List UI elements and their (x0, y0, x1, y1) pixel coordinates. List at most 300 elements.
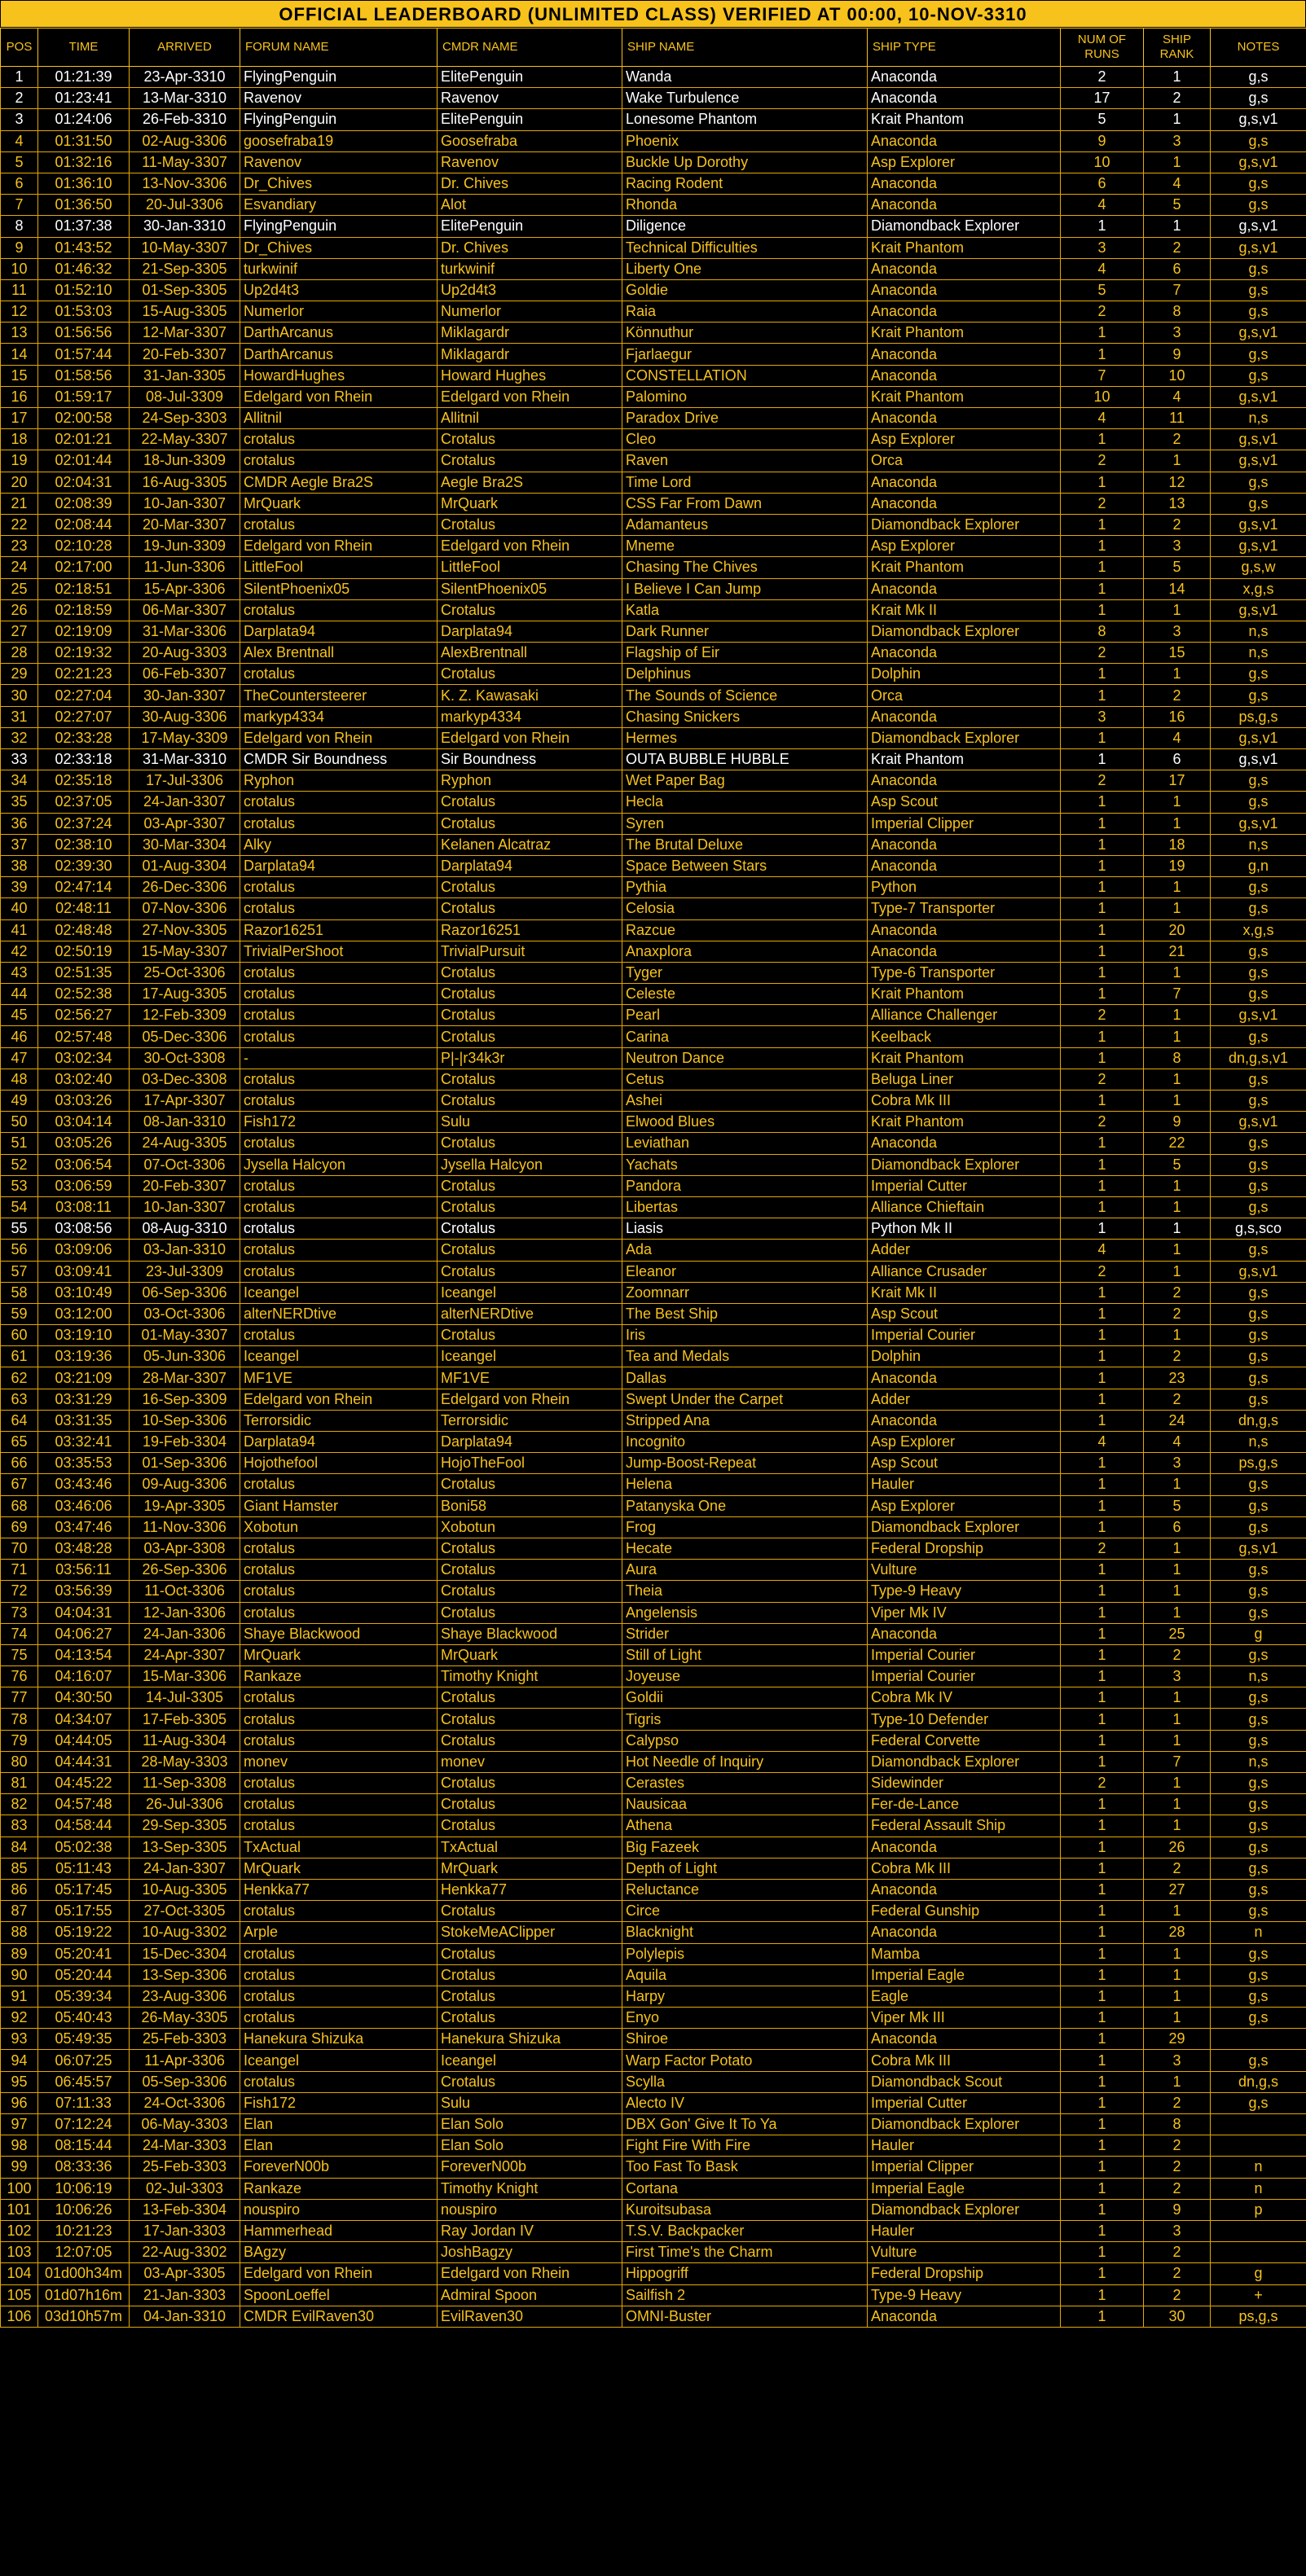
cell-cmdr-name: Crotalus (438, 514, 622, 535)
cell-ship-rank: 2 (1144, 2263, 1211, 2284)
cell-ship-type: Asp Explorer (868, 1495, 1061, 1516)
cell-cmdr-name: Allitnil (438, 408, 622, 429)
cell-num-runs: 4 (1061, 408, 1144, 429)
cell-time: 03:35:53 (38, 1453, 130, 1474)
table-row (1, 1964, 1306, 1986)
cell-notes: x,g,s (1211, 578, 1306, 599)
cell-pos: 36 (1, 813, 38, 834)
cell-notes: g,s,v1 (1211, 323, 1306, 344)
cell-ship-rank: 5 (1144, 195, 1211, 216)
cell-pos: 8 (1, 216, 38, 237)
cell-ship-rank: 3 (1144, 1453, 1211, 1474)
table-row (1, 1325, 1306, 1346)
cell-time: 03d10h57m (38, 2306, 130, 2327)
cell-ship-type: Anaconda (868, 919, 1061, 941)
cell-ship-name: Nausicaa (622, 1794, 868, 1815)
cell-num-runs: 1 (1061, 1687, 1144, 1709)
cell-ship-name: Elwood Blues (622, 1112, 868, 1133)
cell-notes: g,s (1211, 1346, 1306, 1367)
cell-cmdr-name: Iceangel (438, 1282, 622, 1303)
cell-pos: 38 (1, 855, 38, 876)
cell-cmdr-name: Aegle Bra2S (438, 472, 622, 493)
cell-ship-rank: 1 (1144, 1026, 1211, 1047)
cell-cmdr-name: Edelgard von Rhein (438, 386, 622, 407)
cell-arrived: 30-Jan-3310 (130, 216, 240, 237)
cell-time: 02:10:28 (38, 536, 130, 557)
cell-forum-name: Dr_Chives (240, 173, 438, 194)
cell-cmdr-name: Razor16251 (438, 919, 622, 941)
cell-ship-type: Anaconda (868, 408, 1061, 429)
cell-num-runs: 1 (1061, 323, 1144, 344)
cell-ship-name: Katla (622, 599, 868, 621)
cell-arrived: 17-Jan-3303 (130, 2220, 240, 2241)
cell-ship-rank: 8 (1144, 1047, 1211, 1069)
table-row (1, 1047, 1306, 1069)
cell-forum-name: MrQuark (240, 1644, 438, 1665)
table-row (1, 1005, 1306, 1026)
cell-arrived: 20-Feb-3307 (130, 1175, 240, 1196)
table-row (1, 1879, 1306, 1900)
cell-ship-rank: 1 (1144, 1773, 1211, 1794)
cell-notes (1211, 2114, 1306, 2135)
cell-pos: 63 (1, 1389, 38, 1410)
cell-ship-rank: 3 (1144, 1666, 1211, 1687)
table-row (1, 1154, 1306, 1175)
cell-pos: 101 (1, 2199, 38, 2220)
cell-ship-rank: 1 (1144, 792, 1211, 813)
table-row (1, 279, 1306, 301)
cell-forum-name: crotalus (240, 1133, 438, 1154)
cell-pos: 30 (1, 685, 38, 706)
cell-notes: g,s (1211, 279, 1306, 301)
cell-cmdr-name: Crotalus (438, 1538, 622, 1559)
cell-notes: g,s (1211, 962, 1306, 983)
cell-ship-type: Anaconda (868, 472, 1061, 493)
cell-arrived: 10-Jan-3307 (130, 493, 240, 514)
cell-arrived: 10-May-3307 (130, 237, 240, 258)
cell-ship-name: Yachats (622, 1154, 868, 1175)
cell-time: 02:57:48 (38, 1026, 130, 1047)
cell-arrived: 23-Jul-3309 (130, 1261, 240, 1282)
cell-ship-rank: 2 (1144, 2092, 1211, 2113)
table-row (1, 1901, 1306, 1922)
cell-ship-rank: 2 (1144, 2284, 1211, 2306)
cell-ship-rank: 5 (1144, 557, 1211, 578)
cell-ship-rank: 4 (1144, 1432, 1211, 1453)
cell-cmdr-name: Sulu (438, 2092, 622, 2113)
cell-ship-type: Alliance Challenger (868, 1005, 1061, 1026)
leaderboard-table (0, 28, 1306, 2328)
cell-ship-name: Scylla (622, 2071, 868, 2092)
cell-ship-name: Stripped Ana (622, 1410, 868, 1431)
cell-notes: g,s,v1 (1211, 237, 1306, 258)
cell-num-runs: 1 (1061, 1175, 1144, 1196)
cell-num-runs: 1 (1061, 1474, 1144, 1495)
cell-arrived: 26-May-3305 (130, 2008, 240, 2029)
cell-forum-name: crotalus (240, 2008, 438, 2029)
cell-ship-rank: 1 (1144, 877, 1211, 898)
cell-ship-type: Asp Scout (868, 792, 1061, 813)
cell-ship-type: Dolphin (868, 1346, 1061, 1367)
cell-ship-rank: 3 (1144, 323, 1211, 344)
cell-pos: 24 (1, 557, 38, 578)
cell-notes: g,s (1211, 472, 1306, 493)
cell-pos: 33 (1, 749, 38, 770)
cell-arrived: 24-Oct-3306 (130, 2092, 240, 2113)
cell-pos: 43 (1, 962, 38, 983)
cell-pos: 85 (1, 1858, 38, 1879)
cell-arrived: 10-Aug-3305 (130, 1879, 240, 1900)
cell-time: 04:44:05 (38, 1730, 130, 1751)
cell-num-runs: 5 (1061, 109, 1144, 130)
cell-pos: 62 (1, 1367, 38, 1389)
cell-time: 05:20:41 (38, 1943, 130, 1964)
cell-ship-type: Imperial Cutter (868, 1175, 1061, 1196)
cell-time: 03:32:41 (38, 1432, 130, 1453)
cell-pos: 103 (1, 2242, 38, 2263)
table-row (1, 578, 1306, 599)
cell-forum-name: crotalus (240, 1943, 438, 1964)
cell-ship-type: Asp Explorer (868, 1432, 1061, 1453)
cell-num-runs: 1 (1061, 1709, 1144, 1730)
cell-ship-type: Anaconda (868, 1623, 1061, 1644)
cell-arrived: 18-Jun-3309 (130, 450, 240, 472)
cell-time: 01:57:44 (38, 344, 130, 365)
cell-num-runs: 2 (1061, 643, 1144, 664)
cell-cmdr-name: Elan Solo (438, 2135, 622, 2157)
cell-forum-name: MrQuark (240, 493, 438, 514)
cell-ship-type: Alliance Chieftain (868, 1196, 1061, 1218)
cell-pos: 56 (1, 1240, 38, 1261)
cell-time: 03:56:39 (38, 1581, 130, 1602)
cell-pos: 68 (1, 1495, 38, 1516)
table-row (1, 1133, 1306, 1154)
cell-forum-name: MrQuark (240, 1858, 438, 1879)
cell-ship-rank: 28 (1144, 1922, 1211, 1943)
cell-arrived: 22-Aug-3302 (130, 2242, 240, 2263)
cell-num-runs: 1 (1061, 2092, 1144, 2113)
cell-forum-name: monev (240, 1751, 438, 1772)
cell-ship-name: I Believe I Can Jump (622, 578, 868, 599)
cell-time: 02:04:31 (38, 472, 130, 493)
cell-pos: 71 (1, 1560, 38, 1581)
cell-ship-name: Tigris (622, 1709, 868, 1730)
cell-ship-name: Cortana (622, 2178, 868, 2199)
cell-cmdr-name: alterNERDtive (438, 1303, 622, 1324)
table-row (1, 898, 1306, 919)
cell-ship-rank: 1 (1144, 962, 1211, 983)
cell-num-runs: 2 (1061, 770, 1144, 792)
cell-pos: 9 (1, 237, 38, 258)
cell-cmdr-name: Timothy Knight (438, 2178, 622, 2199)
cell-cmdr-name: Edelgard von Rhein (438, 2263, 622, 2284)
cell-cmdr-name: Up2d4t3 (438, 279, 622, 301)
cell-cmdr-name: Crotalus (438, 1687, 622, 1709)
cell-pos: 41 (1, 919, 38, 941)
cell-cmdr-name: HojoTheFool (438, 1453, 622, 1474)
cell-arrived: 24-Mar-3303 (130, 2135, 240, 2157)
cell-pos: 34 (1, 770, 38, 792)
cell-ship-name: Hermes (622, 727, 868, 748)
cell-arrived: 15-Dec-3304 (130, 1943, 240, 1964)
cell-cmdr-name: nouspiro (438, 2199, 622, 2220)
cell-num-runs: 1 (1061, 1943, 1144, 1964)
table-row (1, 664, 1306, 685)
cell-ship-rank: 1 (1144, 1069, 1211, 1090)
cell-arrived: 21-Sep-3305 (130, 258, 240, 279)
cell-arrived: 05-Sep-3306 (130, 2071, 240, 2092)
cell-arrived: 30-Jan-3307 (130, 685, 240, 706)
cell-time: 03:10:49 (38, 1282, 130, 1303)
cell-pos: 79 (1, 1730, 38, 1751)
cell-ship-name: Zoomnarr (622, 1282, 868, 1303)
cell-ship-name: Paradox Drive (622, 408, 868, 429)
table-row (1, 1410, 1306, 1431)
cell-ship-name: OMNI-Buster (622, 2306, 868, 2327)
cell-ship-type: Cobra Mk III (868, 1091, 1061, 1112)
cell-pos: 14 (1, 344, 38, 365)
cell-ship-type: Krait Phantom (868, 323, 1061, 344)
cell-pos: 66 (1, 1453, 38, 1474)
cell-forum-name: DarthArcanus (240, 344, 438, 365)
cell-pos: 76 (1, 1666, 38, 1687)
cell-arrived: 05-Jun-3306 (130, 1346, 240, 1367)
cell-arrived: 17-Feb-3305 (130, 1709, 240, 1730)
cell-time: 01:31:50 (38, 130, 130, 151)
cell-num-runs: 1 (1061, 2284, 1144, 2306)
cell-cmdr-name: ForeverN00b (438, 2157, 622, 2178)
cell-ship-type: Vulture (868, 1560, 1061, 1581)
cell-pos: 80 (1, 1751, 38, 1772)
cell-ship-rank: 2 (1144, 2242, 1211, 2263)
cell-cmdr-name: Crotalus (438, 599, 622, 621)
cell-cmdr-name: Iceangel (438, 2050, 622, 2071)
cell-time: 02:27:04 (38, 685, 130, 706)
cell-ship-name: Harpy (622, 1986, 868, 2007)
cell-ship-name: Lonesome Phantom (622, 109, 868, 130)
cell-ship-name: Liberty One (622, 258, 868, 279)
cell-forum-name: Darplata94 (240, 855, 438, 876)
cell-arrived: 11-May-3307 (130, 151, 240, 173)
cell-ship-rank: 1 (1144, 1538, 1211, 1559)
cell-num-runs: 1 (1061, 919, 1144, 941)
cell-ship-type: Krait Phantom (868, 557, 1061, 578)
cell-time: 01d07h16m (38, 2284, 130, 2306)
cell-time: 03:08:56 (38, 1218, 130, 1240)
cell-num-runs: 1 (1061, 2178, 1144, 2199)
cell-ship-name: OUTA BUBBLE HUBBLE (622, 749, 868, 770)
cell-cmdr-name: Crotalus (438, 1986, 622, 2007)
cell-ship-type: Imperial Clipper (868, 2157, 1061, 2178)
cell-arrived: 05-Dec-3306 (130, 1026, 240, 1047)
cell-time: 10:06:19 (38, 2178, 130, 2199)
cell-forum-name: alterNERDtive (240, 1303, 438, 1324)
cell-ship-type: Anaconda (868, 834, 1061, 855)
cell-pos: 105 (1, 2284, 38, 2306)
cell-ship-rank: 1 (1144, 1730, 1211, 1751)
cell-forum-name: SilentPhoenix05 (240, 578, 438, 599)
table-row (1, 1495, 1306, 1516)
table-row (1, 1516, 1306, 1538)
cell-time: 04:16:07 (38, 1666, 130, 1687)
cell-arrived: 27-Nov-3305 (130, 919, 240, 941)
cell-pos: 77 (1, 1687, 38, 1709)
cell-time: 01d00h34m (38, 2263, 130, 2284)
cell-num-runs: 1 (1061, 1325, 1144, 1346)
cell-arrived: 29-Sep-3305 (130, 1815, 240, 1837)
cell-ship-name: Jump-Boost-Repeat (622, 1453, 868, 1474)
cell-ship-name: Tea and Medals (622, 1346, 868, 1367)
cell-cmdr-name: JoshBagzy (438, 2242, 622, 2263)
cell-arrived: 15-Apr-3306 (130, 578, 240, 599)
cell-cmdr-name: Admiral Spoon (438, 2284, 622, 2306)
cell-ship-type: Federal Assault Ship (868, 1815, 1061, 1837)
cell-cmdr-name: Miklagardr (438, 323, 622, 344)
cell-time: 03:05:26 (38, 1133, 130, 1154)
cell-forum-name: crotalus (240, 898, 438, 919)
cell-cmdr-name: Dr. Chives (438, 237, 622, 258)
cell-time: 01:53:03 (38, 301, 130, 323)
cell-ship-rank: 2 (1144, 1858, 1211, 1879)
cell-cmdr-name: Goosefraba (438, 130, 622, 151)
cell-cmdr-name: turkwinif (438, 258, 622, 279)
cell-forum-name: crotalus (240, 1261, 438, 1282)
cell-time: 02:19:32 (38, 643, 130, 664)
cell-cmdr-name: Elan Solo (438, 2114, 622, 2135)
cell-notes (1211, 2220, 1306, 2241)
table-row (1, 173, 1306, 194)
table-row (1, 1389, 1306, 1410)
cell-ship-rank: 7 (1144, 1751, 1211, 1772)
cell-time: 02:17:00 (38, 557, 130, 578)
cell-ship-type: Anaconda (868, 1367, 1061, 1389)
cell-time: 05:11:43 (38, 1858, 130, 1879)
cell-ship-rank: 1 (1144, 1602, 1211, 1623)
cell-notes: g,s (1211, 1516, 1306, 1538)
cell-pos: 40 (1, 898, 38, 919)
cell-pos: 7 (1, 195, 38, 216)
cell-ship-rank: 1 (1144, 1474, 1211, 1495)
cell-num-runs: 1 (1061, 1815, 1144, 1837)
cell-cmdr-name: Crotalus (438, 450, 622, 472)
cell-time: 01:59:17 (38, 386, 130, 407)
cell-notes: g,s (1211, 1964, 1306, 1986)
cell-arrived: 25-Feb-3303 (130, 2029, 240, 2050)
cell-ship-type: Anaconda (868, 643, 1061, 664)
cell-forum-name: nouspiro (240, 2199, 438, 2220)
cell-cmdr-name: Dr. Chives (438, 173, 622, 194)
cell-time: 02:37:24 (38, 813, 130, 834)
cell-ship-rank: 30 (1144, 2306, 1211, 2327)
cell-cmdr-name: Crotalus (438, 2071, 622, 2092)
cell-time: 03:56:11 (38, 1560, 130, 1581)
cell-pos: 48 (1, 1069, 38, 1090)
cell-num-runs: 1 (1061, 2050, 1144, 2071)
cell-ship-rank: 2 (1144, 1282, 1211, 1303)
cell-forum-name: crotalus (240, 1964, 438, 1986)
cell-ship-rank: 4 (1144, 173, 1211, 194)
cell-ship-type: Imperial Eagle (868, 2178, 1061, 2199)
cell-cmdr-name: Crotalus (438, 664, 622, 685)
cell-num-runs: 2 (1061, 1773, 1144, 1794)
cell-cmdr-name: Crotalus (438, 1474, 622, 1495)
cell-num-runs: 1 (1061, 472, 1144, 493)
cell-pos: 86 (1, 1879, 38, 1900)
table-row (1, 1837, 1306, 1858)
cell-ship-rank: 3 (1144, 2220, 1211, 2241)
cell-ship-type: Type-9 Heavy (868, 2284, 1061, 2306)
cell-forum-name: crotalus (240, 1709, 438, 1730)
cell-cmdr-name: MF1VE (438, 1367, 622, 1389)
cell-cmdr-name: Crotalus (438, 1560, 622, 1581)
table-row (1, 237, 1306, 258)
table-row (1, 1069, 1306, 1090)
cell-arrived: 10-Aug-3302 (130, 1922, 240, 1943)
table-row (1, 1602, 1306, 1623)
cell-forum-name: - (240, 1047, 438, 1069)
table-row (1, 323, 1306, 344)
cell-arrived: 20-Feb-3307 (130, 344, 240, 365)
cell-cmdr-name: Hanekura Shizuka (438, 2029, 622, 2050)
cell-num-runs: 4 (1061, 1432, 1144, 1453)
cell-arrived: 10-Sep-3306 (130, 1410, 240, 1431)
cell-time: 02:39:30 (38, 855, 130, 876)
cell-ship-name: Eleanor (622, 1261, 868, 1282)
cell-pos: 19 (1, 450, 38, 472)
cell-arrived: 31-Jan-3305 (130, 365, 240, 386)
cell-time: 05:19:22 (38, 1922, 130, 1943)
cell-ship-rank: 1 (1144, 1794, 1211, 1815)
cell-forum-name: CMDR EvilRaven30 (240, 2306, 438, 2327)
cell-pos: 74 (1, 1623, 38, 1644)
cell-ship-name: Racing Rodent (622, 173, 868, 194)
cell-pos: 69 (1, 1516, 38, 1538)
cell-num-runs: 1 (1061, 1154, 1144, 1175)
cell-cmdr-name: ElitePenguin (438, 67, 622, 88)
cell-arrived: 26-Jul-3306 (130, 1794, 240, 1815)
cell-arrived: 07-Nov-3306 (130, 898, 240, 919)
cell-ship-name: Strider (622, 1623, 868, 1644)
cell-pos: 12 (1, 301, 38, 323)
cell-num-runs: 8 (1061, 621, 1144, 642)
table-row (1, 344, 1306, 365)
cell-time: 02:50:19 (38, 941, 130, 962)
cell-time: 04:30:50 (38, 1687, 130, 1709)
cell-ship-type: Beluga Liner (868, 1069, 1061, 1090)
cell-ship-rank: 1 (1144, 216, 1211, 237)
cell-num-runs: 1 (1061, 1666, 1144, 1687)
cell-arrived: 20-Jul-3306 (130, 195, 240, 216)
cell-ship-rank: 26 (1144, 1837, 1211, 1858)
cell-ship-type: Krait Mk II (868, 1282, 1061, 1303)
cell-ship-type: Anaconda (868, 855, 1061, 876)
table-row (1, 1922, 1306, 1943)
table-row (1, 855, 1306, 876)
table-row (1, 429, 1306, 450)
cell-num-runs: 1 (1061, 877, 1144, 898)
cell-forum-name: Iceangel (240, 1282, 438, 1303)
cell-ship-rank: 11 (1144, 408, 1211, 429)
cell-ship-type: Orca (868, 685, 1061, 706)
table-row (1, 877, 1306, 898)
cell-num-runs: 3 (1061, 706, 1144, 727)
cell-ship-name: Wake Turbulence (622, 88, 868, 109)
cell-time: 02:48:48 (38, 919, 130, 941)
cell-cmdr-name: Crotalus (438, 1133, 622, 1154)
cell-arrived: 07-Oct-3306 (130, 1154, 240, 1175)
cell-pos: 4 (1, 130, 38, 151)
cell-notes: g,s (1211, 1581, 1306, 1602)
